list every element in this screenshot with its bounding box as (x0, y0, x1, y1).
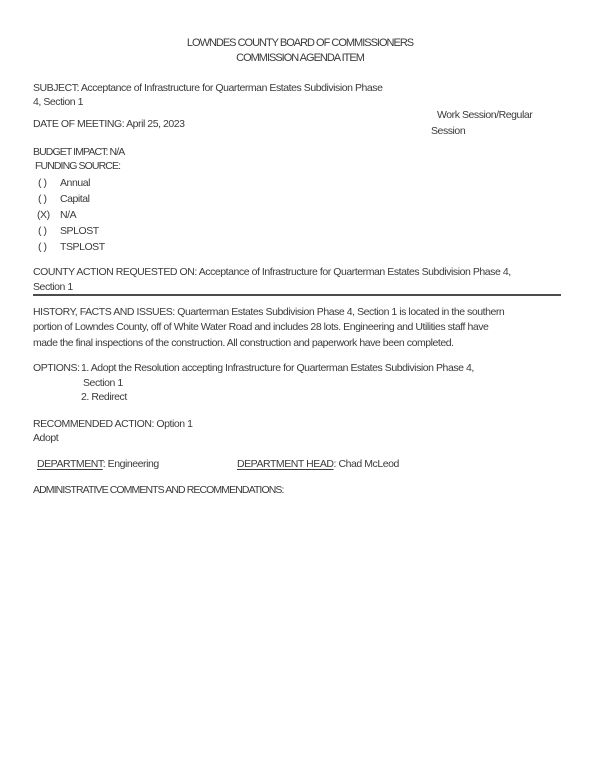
county-action-line2: Section 1 (33, 281, 73, 293)
department-field (37, 458, 159, 471)
funding-option-splost: SPLOST (60, 225, 99, 237)
history-line3: made the final inspections of the construction. All construction and paperwork have been completed. (33, 337, 454, 349)
checkbox-mark-splost: ( ) (38, 225, 47, 237)
history-line2: portion of Lowndes County, off of White Water Road and includes 28 lots. Engineering and Utilities staff have (33, 321, 489, 333)
recommended-action-line2: Adopt (33, 432, 59, 444)
department-head-label: DEPARTMENT HEAD (237, 458, 334, 470)
funding-option-tsplost: TSPLOST (60, 241, 105, 253)
subject-line2: 4, Section 1 (33, 96, 84, 108)
options-label: OPTIONS: (33, 362, 80, 374)
date-of-meeting: DATE OF MEETING: April 25, 2023 (33, 118, 185, 130)
checkbox-mark-na: (X) (37, 209, 50, 221)
budget-impact: BUDGET IMPACT: N/A (33, 146, 125, 158)
session-type-line1: Work Session/Regular (437, 109, 533, 121)
funding-option-capital: Capital (60, 193, 90, 205)
funding-option-annual: Annual (60, 177, 90, 189)
checkbox-mark-tsplost: ( ) (38, 241, 47, 253)
document-title-line2: COMMISSION AGENDA ITEM (236, 52, 364, 64)
funding-option-na: N/A (60, 209, 77, 221)
divider-line (33, 294, 561, 296)
funding-source-label: FUNDING SOURCE: (35, 160, 121, 172)
history-line1: HISTORY, FACTS AND ISSUES: Quarterman Estates Subdivision Phase 4, Section 1 is located in the southern (33, 306, 505, 318)
option1-line2: Section 1 (83, 377, 123, 389)
department-label: DEPARTMENT (37, 458, 103, 470)
subject-line1: SUBJECT: Acceptance of Infrastructure for Quarterman Estates Subdivision Phase (33, 82, 383, 94)
checkbox-mark-annual: ( ) (38, 177, 47, 189)
option2: 2. Redirect (81, 391, 127, 403)
document-title-line1: LOWNDES COUNTY BOARD OF COMMISSIONERS (186, 37, 414, 49)
department-value: : Engineering (102, 458, 159, 470)
department-head-field (237, 458, 399, 471)
option1-line1: 1. Adopt the Resolution accepting Infrastructure for Quarterman Estates Subdivision Phase 4, (81, 362, 474, 374)
administrative-comments-heading: ADMINISTRATIVE COMMENTS AND RECOMMENDATIONS: (33, 484, 284, 496)
department-head-value: : Chad McLeod (333, 458, 399, 470)
county-action-line1: COUNTY ACTION REQUESTED ON: Acceptance of Infrastructure for Quarterman Estates Subdivision Phase 4, (33, 266, 511, 278)
session-type-line2: Session (431, 125, 466, 137)
recommended-action-line1: RECOMMENDED ACTION: Option 1 (33, 418, 193, 430)
checkbox-mark-capital: ( ) (38, 193, 47, 205)
